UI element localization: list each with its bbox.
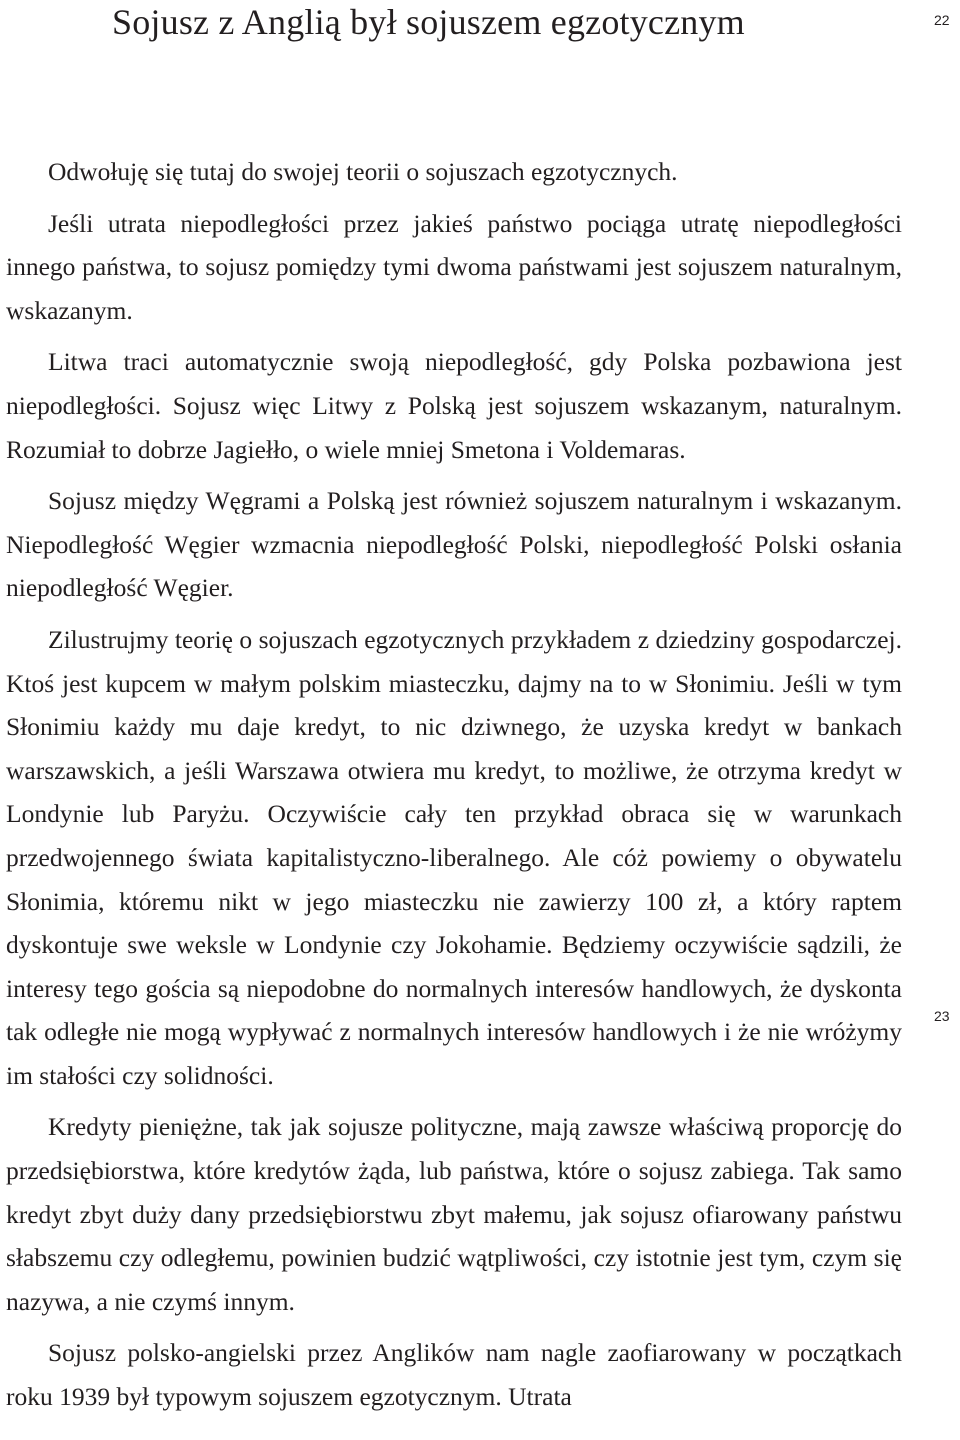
paragraph: Jeśli utrata niepodległości przez jakieś państwo pociąga utratę niepodległości innego państwa, to sojusz pomiędzy tymi dwoma państwami jest sojuszem naturalnym, wskazanym. [6,208,902,325]
paragraph: Kredyty pieniężne, tak jak sojusze polityczne, mają zawsze właściwą proporcję do przedsiębiorstwa, które kredytów żąda, lub państwa, które o sojusz zabiega. Tak samo kredyt zbyt duży dany przedsiębiorstwu zbyt małemu, jak sojusz ofiarowany państwu słabszemu czy odległemu, powinien budzić wątpliwości, czy istotnie jest tym, czym się nazywa, a nie czymś innym. [6,1112,902,1316]
paragraph: Odwołuję się tutaj do swojej teorii o sojuszach egzotycznych. [48,157,678,186]
paragraph: Zilustrujmy teorię o sojuszach egzotycznych przykładem z dziedziny gospodarczej. Ktoś jest kupcem w małym polskim miasteczku, dajmy na to w Słonimiu. Jeśli w tym Słonimiu każdy mu daje kredyt, to nic dziwnego, że uzyska kredyt w bankach warszawskich, a jeśli Warszawa otwiera mu kredyt, to możliwe, że otrzyma kredyt w Londynie lub Paryżu. Oczywiście cały ten przykład obraca się w warunkach przedwojennego świata kapitalistyczno-liberalnego. Ale cóż powiemy o obywatelu Słonimia, któremu nikt w jego miasteczku nie zawierzy 100 zł, a który raptem dyskontuje swe weksle w Londynie czy Jokohamie. Będziemy oczywiście sądzili, że interesy tego gościa są niepodobne do normalnych interesów handlowych, że dyskonta tak odległe nie mogą wypływać z normalnych interesów handlowych i że nie wróżymy im stałości czy solidności. [6,624,902,1090]
chapter-title: Sojusz z Anglią był sojuszem egzotycznym [112,2,745,42]
page-number-top: 22 [934,12,950,28]
paragraph: Sojusz między Węgrami a Polską jest również sojuszem naturalnym i wskazanym. Niepodległość Węgier wzmacnia niepodległość Polski, niepodległość Polski osłania niepodległość Węgier. [6,486,902,603]
paragraph: Litwa traci automatycznie swoją niepodległość, gdy Polska pozbawiona jest niepodległości. Sojusz więc Litwy z Polską jest sojuszem wskazanym, naturalnym. Rozumiał to dobrze Jagiełło, o wiele mniej Smetona i Voldemaras. [6,347,902,464]
page-number-margin: 23 [934,1008,950,1024]
body-text [6,150,902,1427]
paragraph: Sojusz polsko-angielski przez Anglików nam nagle zaofiarowany w początkach roku 1939 był typowym sojuszem egzotycznym. Utrata [6,1338,902,1412]
